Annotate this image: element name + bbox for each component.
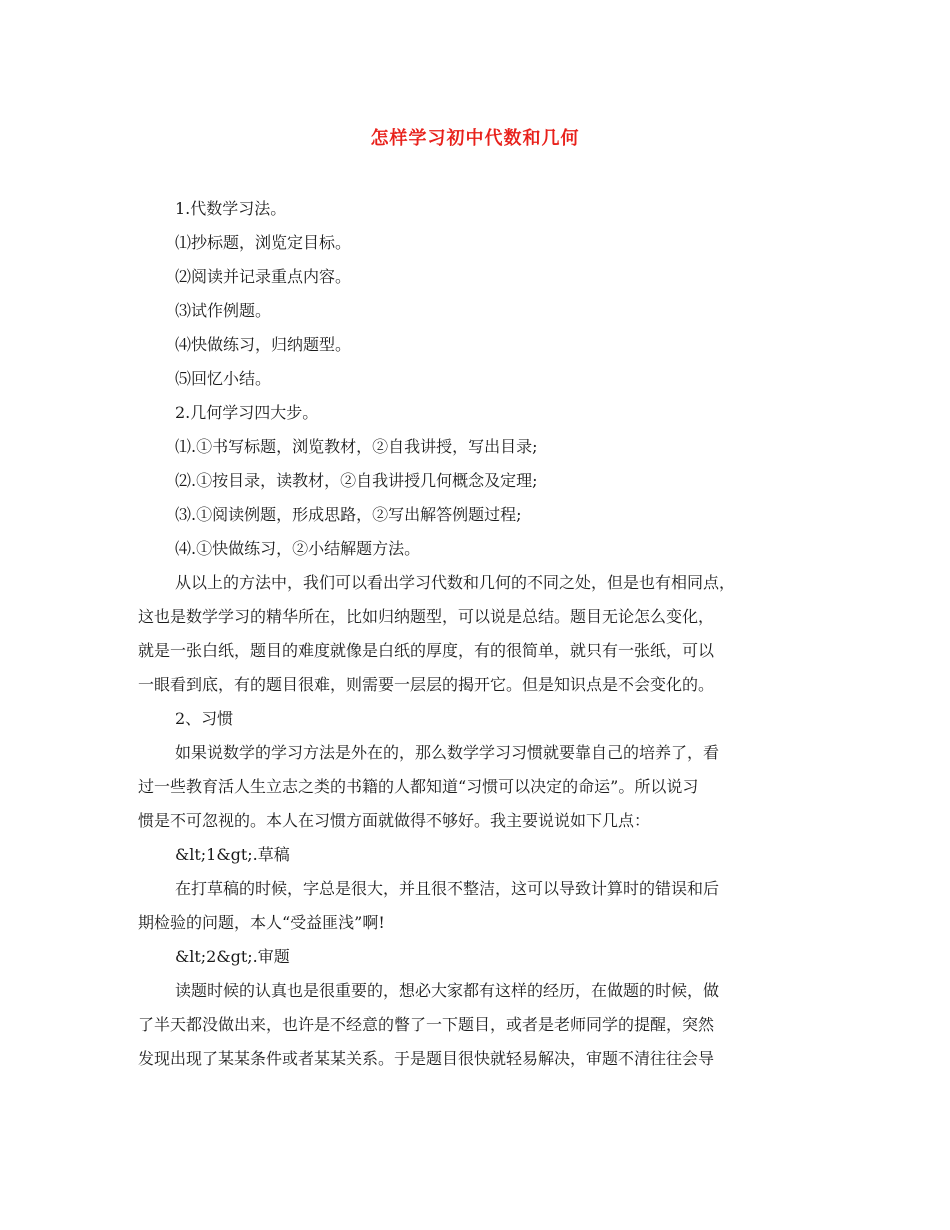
text-line: 期检验的问题，本人“受益匪浅”啊! (138, 913, 385, 932)
document-body (138, 192, 814, 1076)
text-line: 从以上的方法中，我们可以看出学习代数和几何的不同之处，但是也有相同点， (175, 573, 736, 592)
text-line: 读题时候的认真也是很重要的，想必大家都有这样的经历，在做题的时候，做 (175, 981, 720, 1000)
text-line: ⑷.①快做练习，②小结解题方法。 (175, 539, 421, 558)
text-line: ⑵.①按目录，读教材，②自我讲授几何概念及定理; (175, 471, 538, 490)
document-title: 怎样学习初中代数和几何 (370, 128, 580, 149)
text-line: ⑶.①阅读例题，形成思路，②写出解答例题过程; (175, 505, 522, 524)
text-line: &lt;2&gt;.审题 (175, 947, 290, 966)
text-line: ⑷快做练习，归纳题型。 (175, 335, 352, 354)
text-line: 过一些教育活人生立志之类的书籍的人都知道“习惯可以决定的命运”。所以说习 (138, 777, 699, 796)
text-line: 2.几何学习四大步。 (175, 403, 319, 422)
text-line: ⑸回忆小结。 (175, 369, 272, 388)
text-line: 发现出现了某某条件或者某某关系。于是题目很快就轻易解决，审题不清往往会导 (138, 1049, 715, 1068)
text-line: ⑶试作例题。 (175, 301, 272, 320)
text-line: 1.代数学习法。 (175, 199, 287, 218)
text-line: 惯是不可忽视的。本人在习惯方面就做得不够好。我主要说说如下几点： (138, 811, 651, 830)
text-line: 一眼看到底，有的题目很难，则需要一层层的揭开它。但是知识点是不会变化的。 (138, 675, 715, 694)
text-line: 这也是数学学习的精华所在，比如归纳题型，可以说是总结。题目无论怎么变化， (138, 607, 715, 626)
text-line: ⑵阅读并记录重点内容。 (175, 267, 352, 286)
text-line: &lt;1&gt;.草稿 (175, 845, 290, 864)
text-line: ⑴.①书写标题，浏览教材，②自我讲授，写出目录; (175, 437, 538, 456)
text-line: 在打草稿的时候，字总是很大，并且很不整洁，这可以导致计算时的错误和后 (175, 879, 720, 898)
text-line: 了半天都没做出来，也许是不经意的瞥了一下题目，或者是老师同学的提醒，突然 (138, 1015, 715, 1034)
text-line: 2、习惯 (175, 709, 234, 728)
text-line: 如果说数学的学习方法是外在的，那么数学学习习惯就要靠自己的培养了，看 (175, 743, 720, 762)
text-line: 就是一张白纸，题目的难度就像是白纸的厚度，有的很简单，就只有一张纸，可以 (138, 641, 715, 660)
text-line: ⑴抄标题，浏览定目标。 (175, 233, 352, 252)
